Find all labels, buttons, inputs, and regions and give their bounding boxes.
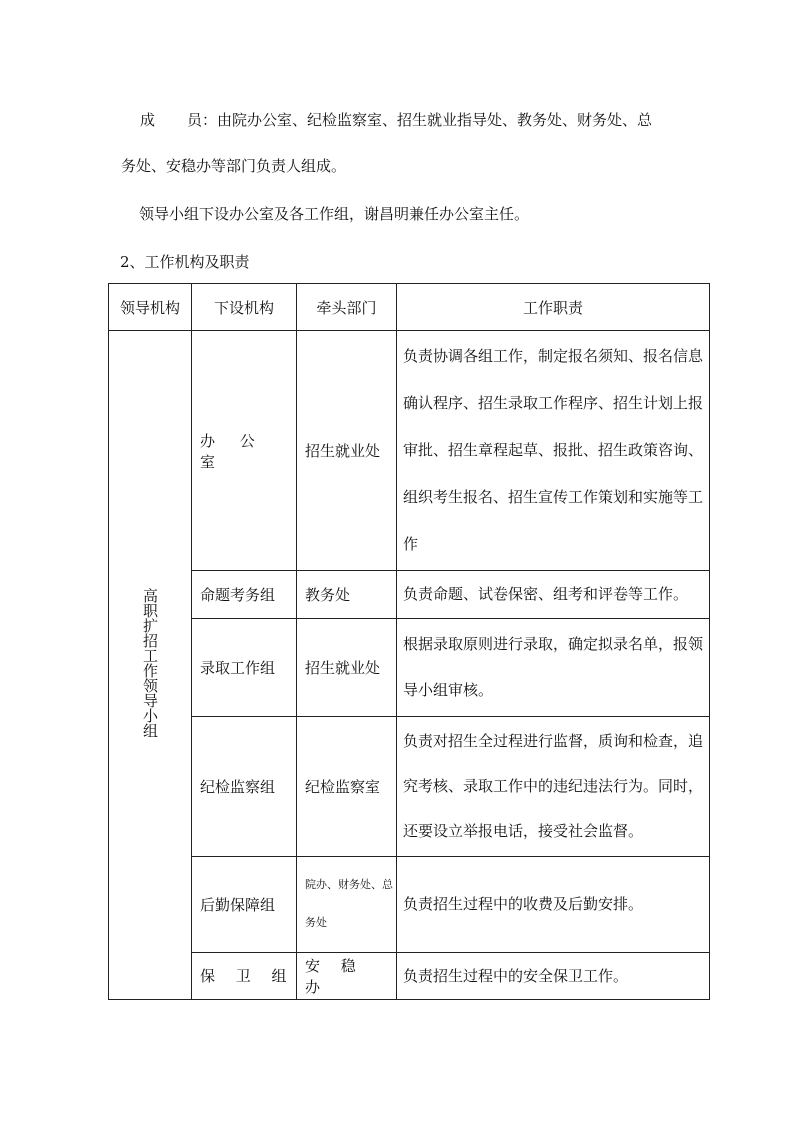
dept-cell: 招生就业处 xyxy=(297,331,397,571)
unit-cell: 录取工作组 xyxy=(192,618,297,716)
unit-name: 办 公 室 xyxy=(200,431,265,471)
dept-cell: 纪检监察室 xyxy=(297,716,397,856)
section-heading: 2、工作机构及职责 xyxy=(120,253,250,271)
dept-cell: 教务处 xyxy=(297,571,397,619)
unit-cell xyxy=(192,952,297,1000)
duty-cell: 负责对招生全过程进行监督，质询和检查，追究考核、录取工作中的违纪违法行为。同时，还要设立举报电话，接受社会监督。 xyxy=(397,716,710,856)
table-header-row xyxy=(109,284,710,331)
header-sub-unit: 下设机构 xyxy=(192,284,297,331)
duty-cell: 负责招生过程中的收费及后勤安排。 xyxy=(397,856,710,952)
members-text-a: 由院办公室、纪检监察室、招生就业指导处、教务处、财务处、总 xyxy=(217,111,653,129)
dept-name: 安 稳 办 xyxy=(305,956,364,996)
duty-cell: 根据录取原则进行录取，确定拟录名单，报领导小组审核。 xyxy=(397,618,710,716)
office-note-paragraph: 领导小组下设办公室及各工作组，谢昌明兼任办公室主任。 xyxy=(139,205,530,223)
duty-cell: 负责命题、试卷保密、组考和评卷等工作。 xyxy=(397,571,710,619)
table-row xyxy=(109,952,710,1000)
header-leader: 领导机构 xyxy=(109,284,192,331)
table-row xyxy=(109,716,710,856)
header-duties: 工作职责 xyxy=(397,284,710,331)
table-row xyxy=(109,618,710,716)
members-paragraph-line1 xyxy=(140,110,652,130)
table-row xyxy=(109,331,710,571)
duty-cell: 负责招生过程中的安全保卫工作。 xyxy=(397,952,710,1000)
leader-group-cell xyxy=(109,331,192,1000)
unit-cell xyxy=(192,331,297,571)
unit-cell: 纪检监察组 xyxy=(192,716,297,856)
table-row xyxy=(109,856,710,952)
dept-cell: 院办、财务处、总务处 xyxy=(297,856,397,952)
dept-cell xyxy=(297,952,397,1000)
header-lead-dept: 牵头部门 xyxy=(297,284,397,331)
unit-name: 保 卫 组 xyxy=(200,967,295,986)
table-row xyxy=(109,571,710,619)
members-label-a: 成 xyxy=(140,111,156,129)
leader-group-name: 高职扩招工作领导小组 xyxy=(141,588,159,738)
duty-cell: 负责协调各组工作，制定报名须知、报名信息确认程序、招生录取工作程序、招生计划上报审批、招生章程起草、报批、招生政策咨询、组织考生报名、招生宣传工作策划和实施等工作 xyxy=(397,331,710,571)
duties-table xyxy=(108,283,710,1000)
unit-cell: 命题考务组 xyxy=(192,571,297,619)
dept-cell: 招生就业处 xyxy=(297,618,397,716)
members-paragraph-line2: 务处、安稳办等部门负责人组成。 xyxy=(121,157,347,175)
unit-cell: 后勤保障组 xyxy=(192,856,297,952)
members-label-b: 员： xyxy=(187,111,218,129)
